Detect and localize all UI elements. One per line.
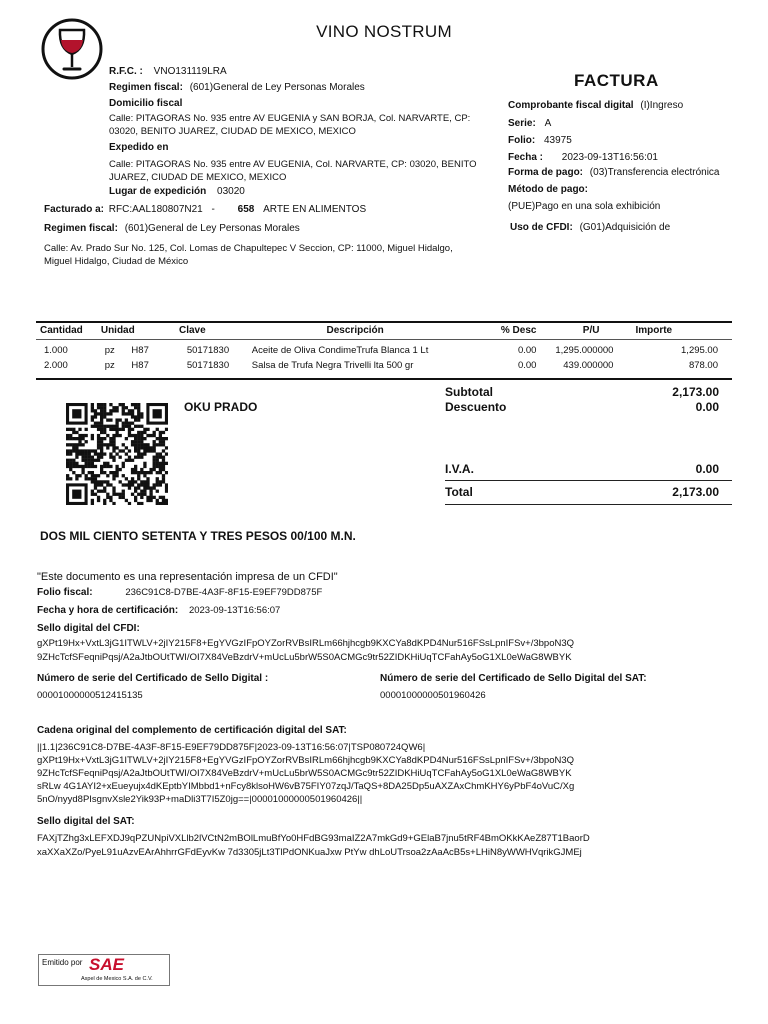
cfdi-seal-line: gXPt19Hx+VxtL3jG1ITWLV+2jIY215F8+EgYVGzIFpOYZorRVBsIRLm66hjhcgb9KXCYa8dKPD4Nur516FSsLpnIFSv+/3bpoN3Q bbox=[37, 638, 575, 649]
col-header-cantidad: Cantidad bbox=[39, 324, 83, 336]
iva-block bbox=[445, 462, 719, 476]
row-disc: 0.00 bbox=[517, 360, 537, 371]
table-row bbox=[36, 339, 732, 358]
row-amount: 1,295.00 bbox=[681, 345, 718, 356]
subtotal-row bbox=[445, 385, 719, 399]
cert-date-row bbox=[37, 605, 280, 616]
row-disc: 0.00 bbox=[517, 345, 537, 356]
row-qty: 1.000 bbox=[44, 345, 68, 356]
folio-label: Folio: bbox=[508, 135, 536, 146]
sae-logo: SAE bbox=[89, 955, 124, 974]
issuer-badge bbox=[38, 954, 170, 986]
chain-label: Cadena original del complemento de certificación digital del SAT: bbox=[37, 725, 347, 736]
row-amount: 878.00 bbox=[688, 360, 718, 371]
company-name: VINO NOSTRUM bbox=[316, 22, 452, 41]
metodo-label: Método de pago: bbox=[508, 184, 588, 195]
fecha-row bbox=[508, 152, 658, 163]
row-key: 50171830 bbox=[186, 345, 230, 356]
issued-by-label: Emitido por bbox=[42, 958, 83, 967]
sat-cert-label: Número de serie del Certificado de Sello Digital del SAT: bbox=[380, 673, 647, 684]
iva-row bbox=[445, 462, 719, 476]
fiscal-folio: 236C91C8-D7BE-4A3F-8F15-E9EF79DD875F bbox=[125, 587, 323, 598]
cfdi-legend: "Este documento es una representación impresa de un CFDI" bbox=[37, 571, 338, 583]
subtotal-value: 2,173.00 bbox=[672, 385, 719, 399]
total-block bbox=[445, 485, 719, 499]
issuer-rfc-label: R.F.C. : bbox=[109, 66, 143, 77]
sat-seal-line: xaXXaXZo/PyeL91uAzvEArAhhrrGFdEyvKw 7d3305jLt3TlPdONKuaJxw PtYw dhLoUTrsoa2zAaAcB5s+LHiN8yWWHVqrikGJMEj bbox=[37, 847, 582, 858]
issuer-rfc-row bbox=[109, 66, 227, 77]
row-key: 50171830 bbox=[186, 360, 230, 371]
place: 03020 bbox=[217, 186, 245, 197]
issuer-regime-row bbox=[109, 82, 365, 93]
iva-label: I.V.A. bbox=[445, 462, 474, 476]
folio-row bbox=[508, 135, 572, 146]
fecha: 2023-09-13T16:56:01 bbox=[561, 152, 658, 163]
chain-line: gXPt19Hx+VxtL3jG1ITWLV+2jIY215F8+EgYVGzIFpOYZorRVBsIRLm66hjhcgb9KXCYa8dKPD4Nur516FSsLpnIFSv+/3bpoN3Q bbox=[37, 755, 575, 766]
customer-regime: (601)General de Ley Personas Morales bbox=[124, 223, 300, 234]
issuer-address: Calle: PITAGORAS No. 935 entre AV EUGENIA y SAN BORJA, Col. NARVARTE, CP: 03020, BENITO JUAREZ, CIUDAD DE MEXICO, MEXICO bbox=[109, 113, 471, 137]
issuer-regime: (601)General de Ley Personas Morales bbox=[189, 82, 365, 93]
row-desc: Salsa de Trufa Negra Trivelli lta 500 gr bbox=[251, 360, 414, 371]
customer-rfc: RFC:AAL180807N21 bbox=[108, 204, 203, 215]
row-code: H87 bbox=[131, 360, 149, 371]
sat-seal-label: Sello digital del SAT: bbox=[37, 816, 135, 827]
serie: A bbox=[544, 118, 552, 129]
col-header-pu: P/U bbox=[582, 324, 600, 336]
note-text: OKU PRADO bbox=[184, 400, 258, 414]
customer-name: ARTE EN ALIMENTOS bbox=[263, 204, 367, 215]
cfdi-seal-line: 9ZHcTcfSFeqniPqsj/A2aJtbOUtTWI/OI7X84VeBzdrV+mUcLu5brW5S0ACMGc9tr52ZIDKHiUqTCFahAy5oG1XL0eWaG8WBYK bbox=[37, 652, 572, 663]
uso: (G01)Adquisición de bbox=[579, 222, 671, 233]
uso-label: Uso de CFDI: bbox=[510, 222, 573, 233]
fiscal-folio-row bbox=[37, 587, 322, 598]
chain-line: ||1.1|236C91C8-D7BE-4A3F-8F15-E9EF79DD875F|2023-09-13T16:56:07|TSP080724QW6| bbox=[37, 742, 426, 753]
issuer-address-label: Domicilio fiscal bbox=[109, 98, 183, 109]
amount-in-words: DOS MIL CIENTO SETENTA Y TRES PESOS 00/100 M.N. bbox=[40, 529, 356, 543]
customer-address: Calle: Av. Prado Sur No. 125, Col. Lomas de Chapultepec V Seccion, CP: 11000, Miguel Hidalgo, Miguel Hidalgo, Ciudad de México bbox=[44, 243, 453, 267]
row-pu: 1,295.000000 bbox=[555, 345, 614, 356]
sat-seal bbox=[37, 832, 737, 860]
fiscal-folio-label: Folio fiscal: bbox=[37, 587, 93, 598]
row-unit: pz bbox=[104, 345, 115, 356]
customer-regime-row bbox=[44, 223, 300, 234]
chain-text bbox=[37, 741, 737, 806]
cert-date-label: Fecha y hora de certificación: bbox=[37, 605, 179, 616]
place-row bbox=[109, 186, 245, 197]
chain-line: 5nO/nyyd8PIsgnvXsle2Yik93P+maDli3T7I5Z0jg==|00001000000501960426|| bbox=[37, 794, 363, 805]
cfdi-label: Comprobante fiscal digital bbox=[508, 100, 634, 111]
discount-value: 0.00 bbox=[695, 400, 719, 414]
cfdi-type: (I)Ingreso bbox=[640, 100, 684, 111]
customer-dash: - bbox=[211, 204, 215, 215]
table-bottom-rule bbox=[36, 378, 732, 380]
iva-value: 0.00 bbox=[695, 462, 719, 476]
items-table bbox=[36, 321, 732, 373]
total-rule bbox=[445, 480, 732, 481]
chain-line: 9ZHcTcfSFeqniPqsj/A2aJtbOUtTWI/OI7X84VeBzdrV+mUcLu5brW5S0ACMGc9tr52ZIDKHiUqTCFahAy5oG1XL0eWaG8WBYK bbox=[37, 768, 572, 779]
uso-row bbox=[510, 222, 670, 233]
discount-row bbox=[445, 400, 719, 414]
brand-caption: Aspel de Mexico S.A. de C.V. bbox=[81, 976, 153, 982]
customer-regime-label: Regimen fiscal: bbox=[44, 223, 118, 234]
issuer-regime-label: Regimen fiscal: bbox=[109, 82, 183, 93]
cert-num-label: Número de serie del Certificado de Sello Digital : bbox=[37, 673, 269, 684]
discount-label: Descuento bbox=[445, 400, 507, 414]
metodo: (PUE)Pago en una sola exhibición bbox=[508, 201, 661, 212]
totals-block bbox=[445, 385, 719, 414]
total-label: Total bbox=[445, 485, 473, 499]
row-code: H87 bbox=[131, 345, 149, 356]
serie-label: Serie: bbox=[508, 118, 536, 129]
cfdi-seal-label: Sello digital del CFDI: bbox=[37, 623, 140, 634]
issued-in-label: Expedido en bbox=[109, 142, 169, 153]
total-row bbox=[445, 485, 719, 499]
billed-to-row bbox=[44, 204, 366, 215]
document-title: FACTURA bbox=[574, 71, 659, 90]
col-header-clave: Clave bbox=[178, 324, 206, 336]
customer-number: 658 bbox=[237, 204, 255, 215]
forma-label: Forma de pago: bbox=[508, 167, 584, 178]
col-header-descripcion: Descripción bbox=[326, 324, 384, 336]
row-unit: pz bbox=[104, 360, 115, 371]
serie-row bbox=[508, 118, 551, 129]
qr-code bbox=[66, 403, 168, 505]
billed-to-label: Facturado a: bbox=[44, 204, 105, 215]
fecha-label: Fecha : bbox=[508, 152, 544, 163]
subtotal-label: Subtotal bbox=[445, 385, 493, 399]
cert-date: 2023-09-13T16:56:07 bbox=[188, 605, 281, 616]
cfdi-seal bbox=[37, 637, 737, 665]
cfdi-row bbox=[508, 100, 683, 111]
table-row bbox=[36, 358, 732, 373]
sat-seal-line: FAXjTZhg3xLEFXDJ9qPZUNpiVXLlb2lVCtN2mBOlLmuBfYo0HFdBG93maIZ2A7mkGd9+GElaB7jnu5tRF4BmOKkKAeZ87T1BaorD bbox=[37, 833, 590, 844]
col-header-unidad: Unidad bbox=[100, 324, 135, 336]
total-bottom-rule bbox=[445, 504, 732, 505]
cert-num: 00001000000512415135 bbox=[37, 690, 143, 701]
chain-line: sRLw 4G1AYI2+xEueyujx4dKEptbYIMbbd1+nFcy8klsoHW6vB75FIY07zqJ/TaQS+8DA25Dp5uAXZAxChmKHY6yPbF4oVuC/Xg bbox=[37, 781, 575, 792]
issuer-rfc: VNO131119LRA bbox=[153, 66, 227, 77]
forma: (03)Transferencia electrónica bbox=[589, 167, 720, 178]
row-desc: Aceite de Oliva CondimeTrufa Blanca 1 Lt bbox=[251, 345, 429, 356]
issued-in-address: Calle: PITAGORAS No. 935 entre AV EUGENIA, Col. NARVARTE, CP: 03020, BENITO JUAREZ, CIUDAD DE MEXICO, MEXICO bbox=[109, 159, 477, 183]
table-header-row bbox=[36, 321, 732, 339]
col-header-desc: % Desc bbox=[500, 324, 537, 336]
total-value: 2,173.00 bbox=[672, 485, 719, 499]
row-qty: 2.000 bbox=[44, 360, 68, 371]
sat-cert: 00001000000501960426 bbox=[380, 690, 486, 701]
row-pu: 439.000000 bbox=[563, 360, 614, 371]
folio: 43975 bbox=[544, 135, 572, 146]
col-header-importe: Importe bbox=[635, 324, 673, 336]
forma-row bbox=[508, 167, 719, 178]
place-label: Lugar de expedición bbox=[109, 186, 207, 197]
